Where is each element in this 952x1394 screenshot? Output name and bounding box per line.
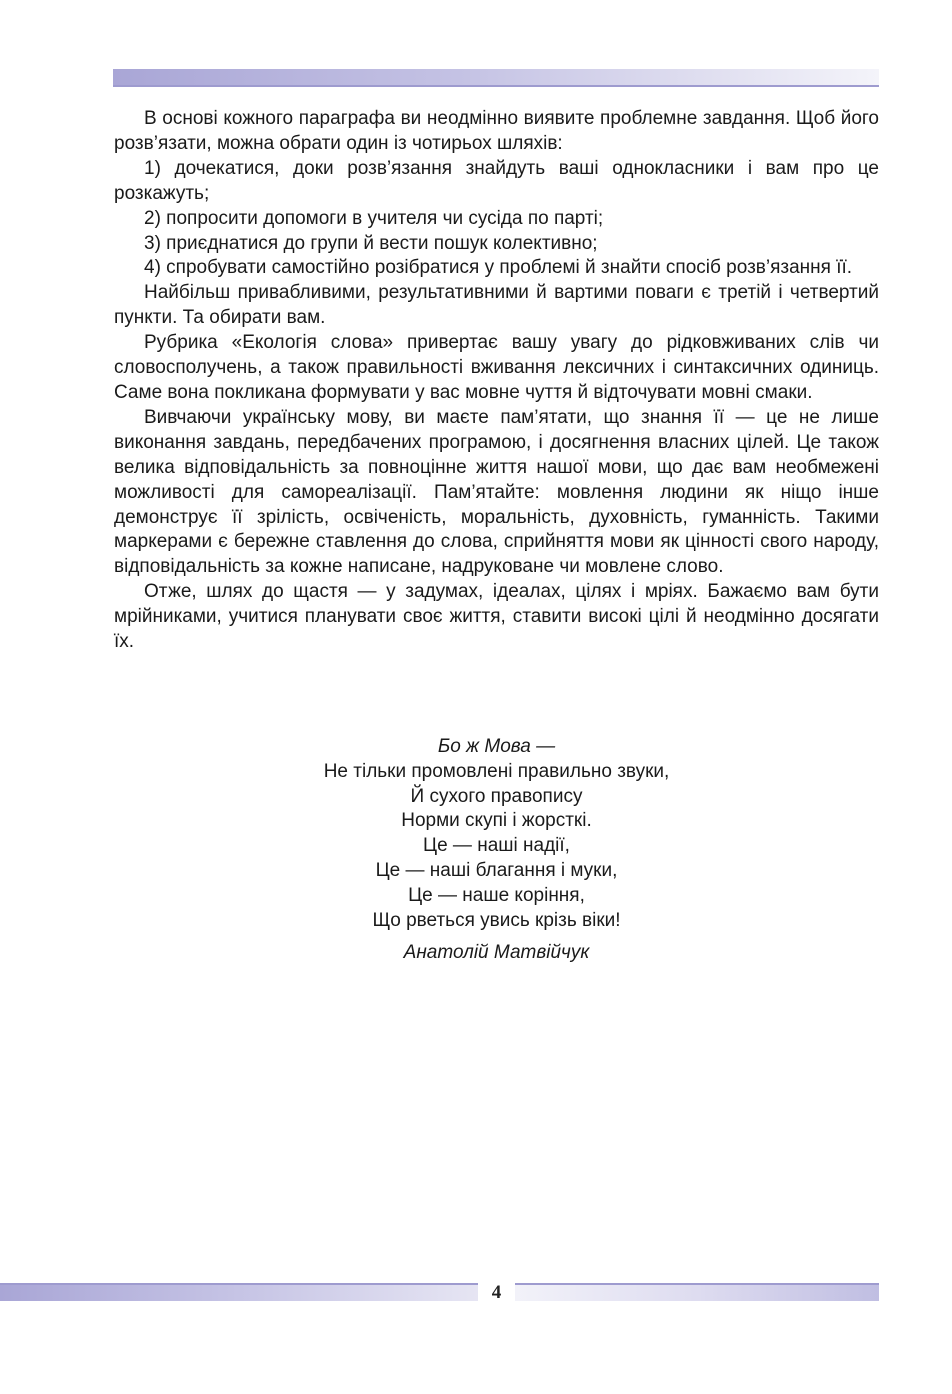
paragraph: Рубрика «Екологія слова» привертає вашу увагу до рідковживаних слів чи словосполучень, а також правильності вживання лексичних і синтаксичних одиниць. Саме вона покликана формувати у вас мовне чуття й відточувати мовні смаки.	[114, 332, 879, 403]
body-text	[114, 107, 879, 655]
footer-decorative-bar-right	[515, 1283, 879, 1301]
paragraph: Вивчаючи українську мову, ви маєте пам’ятати, що знання її — це не лише виконання завдань, передбачених програмою, і досягнення власних цілей. Це також велика відповідальність за повноцінне життя нашої мови, що дає вам необмежені можливості для самореалізації. Пам’ятайте: мовлення людини як ніщо інше демонструє її зрілість, освіченість, моральність, духовність, гуманність. Такими маркерами є бережне ставлення до слова, сприйняття мови як цінності свого народу, відповідальність за кожне написане, надруковане чи мовлене слово.	[114, 406, 879, 578]
paragraph: 4) спробувати самостійно розібратися у проблемі й знайти спосіб розв’язання її.	[144, 257, 853, 279]
poem-line: Що рветься увись крізь віки!	[372, 909, 621, 931]
page-number: 4	[491, 1282, 502, 1303]
poem-line: Це — наше коріння,	[408, 884, 585, 906]
poem-first-line: Бо ж Мова —	[437, 736, 556, 757]
paragraph: Найбільш привабливими, результативними й вартими поваги є третій і четвертий пункти. Та обирати вам.	[114, 282, 879, 329]
poem-author: Анатолій Матвійчук	[403, 942, 590, 964]
poem	[114, 735, 879, 966]
paragraph: 2) попросити допомоги в учителя чи сусіда по парті;	[144, 207, 604, 229]
paragraph: Отже, шлях до щастя — у задумах, ідеалах, цілях і мріях. Бажаємо вам бути мрійниками, учитися планувати своє життя, ставити високі цілі й неодмінно досягати їх.	[114, 581, 879, 653]
poem-line: Це — наші надії,	[423, 835, 570, 857]
footer-decorative-bar-left	[0, 1283, 478, 1301]
paragraph: 3) приєднатися до групи й вести пошук колективно;	[144, 232, 598, 254]
paragraph: 1) дочекатися, доки розв’язання знайдуть ваші однокласники і вам про це розкажуть;	[114, 157, 879, 204]
poem-line: Норми скупі і жорсткі.	[401, 810, 592, 832]
header-decorative-bar	[113, 69, 879, 87]
paragraph: В основі кожного параграфа ви неодмінно виявите проблемне завдання. Щоб його розв’язати, можна обрати один із чотирьох шляхів:	[114, 108, 879, 154]
poem-line: Це — наші благання і муки,	[375, 859, 618, 881]
poem-line: Й сухого правопису	[410, 785, 583, 807]
poem-line: Не тільки промовлені правильно звуки,	[323, 760, 670, 782]
